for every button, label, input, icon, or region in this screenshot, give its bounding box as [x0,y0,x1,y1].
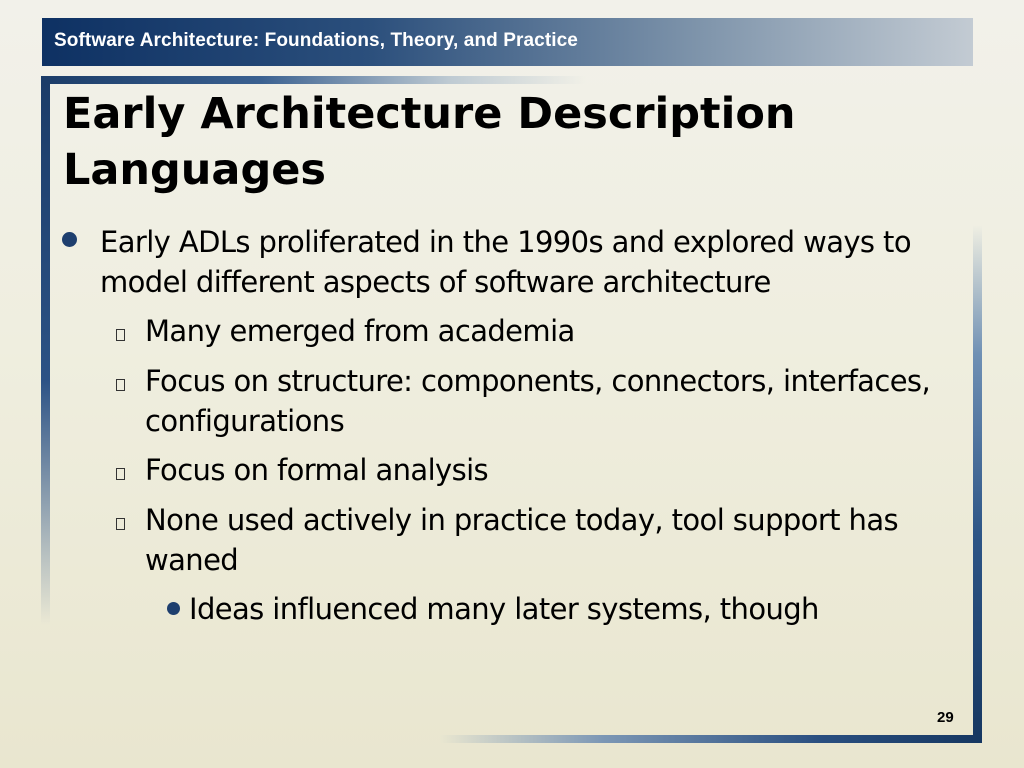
page-number: 29 [937,709,954,726]
top-accent-rule [41,76,586,84]
left-accent-rule [41,80,50,625]
sub-bullet-1: Many emerged from academia [145,314,575,348]
sub-bullet-4: None used actively in practice today, tool support has waned [145,503,898,577]
header-title: Software Architecture: Foundations, Theory, and Practice [54,30,578,51]
sub-bullet-2: Focus on structure: components, connectors, interfaces, configurations [145,364,931,438]
bullet-dot-icon [62,232,77,247]
box-bullet-icon [116,468,125,480]
bottom-accent-rule [440,735,982,743]
right-accent-rule [973,225,982,743]
box-bullet-icon [116,518,125,530]
box-bullet-icon [116,329,125,341]
bullet-dot-icon [167,602,180,615]
sub-sub-bullet-1: Ideas influenced many later systems, though [189,592,819,626]
box-bullet-icon [116,379,125,391]
bullet-main: Early ADLs proliferated in the 1990s and explored ways to model different aspects of software architecture [100,225,911,299]
sub-bullet-3: Focus on formal analysis [145,453,489,487]
slide-title: Early Architecture Description Languages [63,89,796,195]
header-bar [42,18,973,66]
